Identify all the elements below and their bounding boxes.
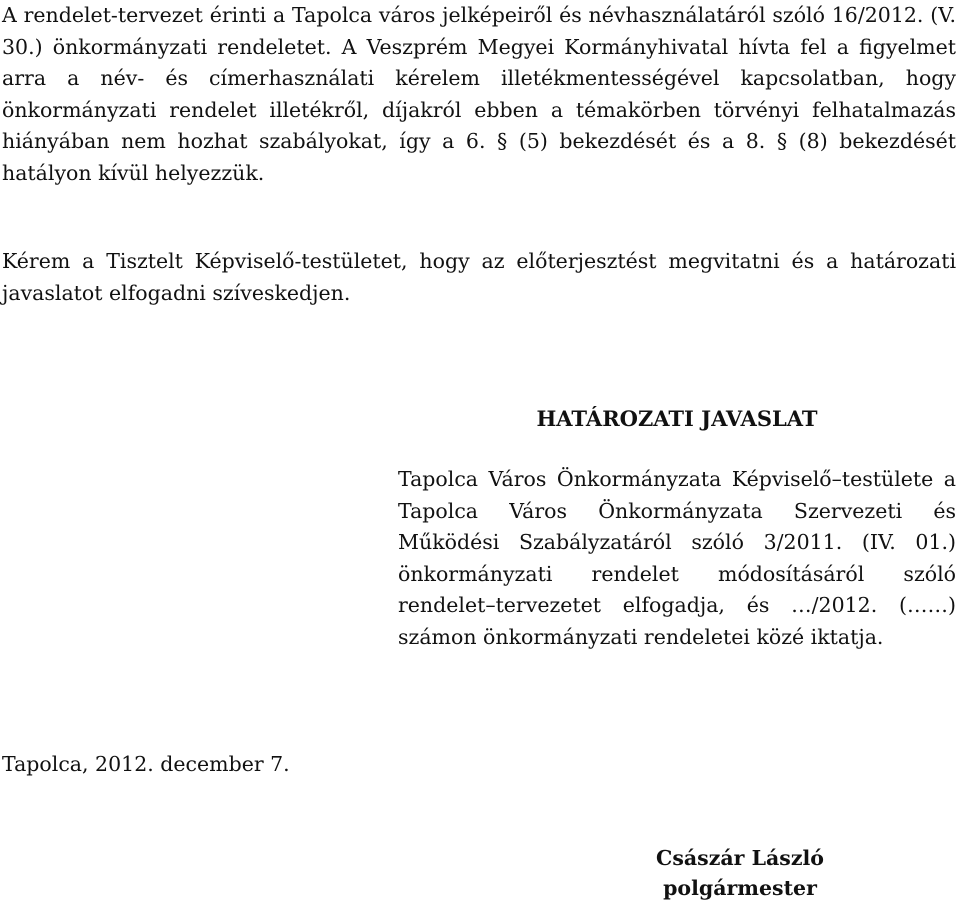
resolution-body: Tapolca Város Önkormányzata Képviselő–testülete a Tapolca Város Önkormányzata Szervezeti és Működési Szabályzatáról szóló 3/2011. (IV. 01.) önkormányzati rendelet módosításáról szóló rendelet–tervezetet elfogadja, és …/2012. (……) számon önkormányzati rendeletei közé iktatja. xyxy=(398,467,956,649)
resolution-title: HATÁROZATI JAVASLAT xyxy=(536,406,818,431)
request-paragraph: Kérem a Tisztelt Képviselő-testületet, hogy az előterjesztést megvitatni és a határozati javaslatot elfogadni szíveskedjen. xyxy=(2,249,956,305)
signature-block xyxy=(600,843,880,903)
signatory-name: Császár László xyxy=(656,846,824,870)
intro-paragraph: A rendelet-tervezet érinti a Tapolca város jelképeiről és névhasználatáról szóló 16/2012. (V. 30.) önkormányzati rendeletet. A Veszprém Megyei Kormányhivatal hívta fel a figyelmet arra a név- és címerhasználati kérelem illetékmentességével kapcsolatban, hogy önkormányzati rendelet illetékről, díjakról ebben a témakörben törvényi felhatalmazás hiányában nem hozhat szabályokat, így a 6. § (5) bekezdését és a 8. § (8) bekezdését hatályon kívül helyezzük. xyxy=(2,3,956,185)
signatory-title: polgármester xyxy=(663,876,817,900)
place-date: Tapolca, 2012. december 7. xyxy=(2,752,290,776)
